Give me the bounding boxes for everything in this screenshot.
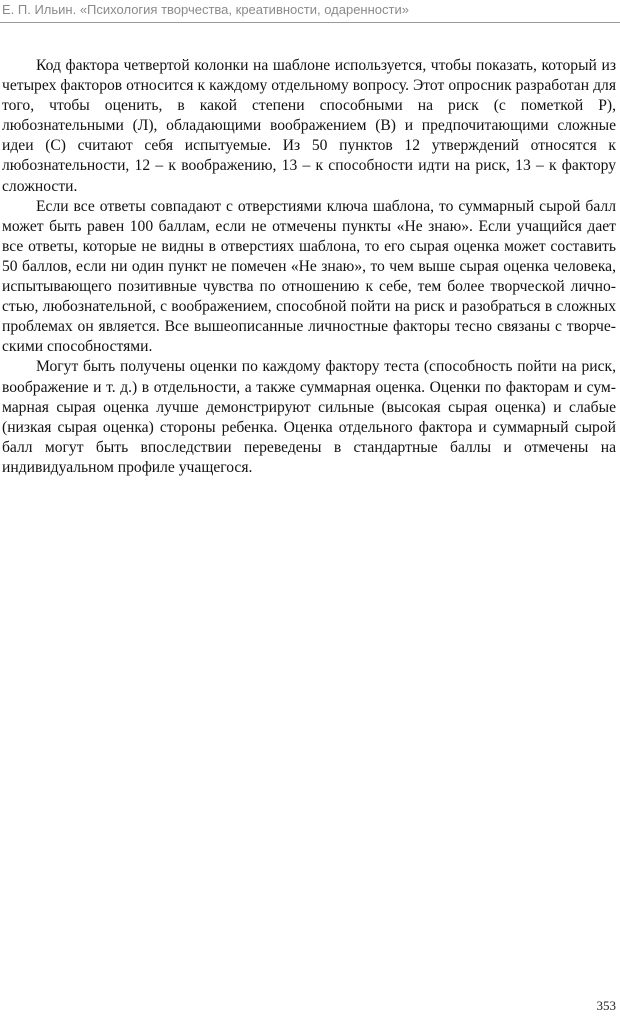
body-text [2, 56, 616, 478]
running-title: Е. П. Ильин. «Психология творчества, креативности, одаренности» [2, 2, 409, 17]
paragraph: Если все ответы совпадают с отверстиями ключа шаблона, то суммарный сырой балл может быть равен 100 баллам, если не отмечены пункты «Не знаю». Если учащийся дает все ответы, которые не видны в отверстиях шаблона, то его сырая оценка может составить 50 баллов, если ни один пункт не помечен «Не знаю», то чем выше сырая оценка человека, испытывающего позитивные чувства по отношению к себе, тем более творческой личностью, любознательной, с воображением, способной пойти на риск и разобраться в сложных проблемах он является. Все вышеописанные личностные факторы тесно связаны с творческими способностями. [2, 197, 616, 356]
page-number: 353 [596, 998, 616, 1013]
paragraph: Могут быть получены оценки по каждому фактору теста (способность пойти на риск, воображение и т. д.) в отдельности, а также суммарная оценка. Оценки по факторам и суммарная сырая оценка лучше демонстрируют сильные (высокая сырая оценка) и слабые (низкая сырая оценка) стороны ребенка. Оценка отдельного фактора и суммарный сырой балл могут быть впоследствии переведены в стандартные баллы и отмечены на индивидуальном профиле учащегося. [2, 358, 616, 476]
running-header [0, 0, 620, 23]
paragraph: Код фактора четвертой колонки на шаблоне используется, чтобы показать, который из четырех факторов относится к каждому отдельному вопросу. Этот опросник разработан для того, чтобы оценить, в какой степени способными на риск (с пометкой Р), любознательными (Л), обладающими воображением (В) и предпочитающими сложные идеи (С) считают себя испытуемые. Из 50 пунктов 12 утверждений относятся к любознательности, 12 – к воображению, 13 – к способности идти на риск, 13 – к фактору сложности. [2, 57, 616, 195]
